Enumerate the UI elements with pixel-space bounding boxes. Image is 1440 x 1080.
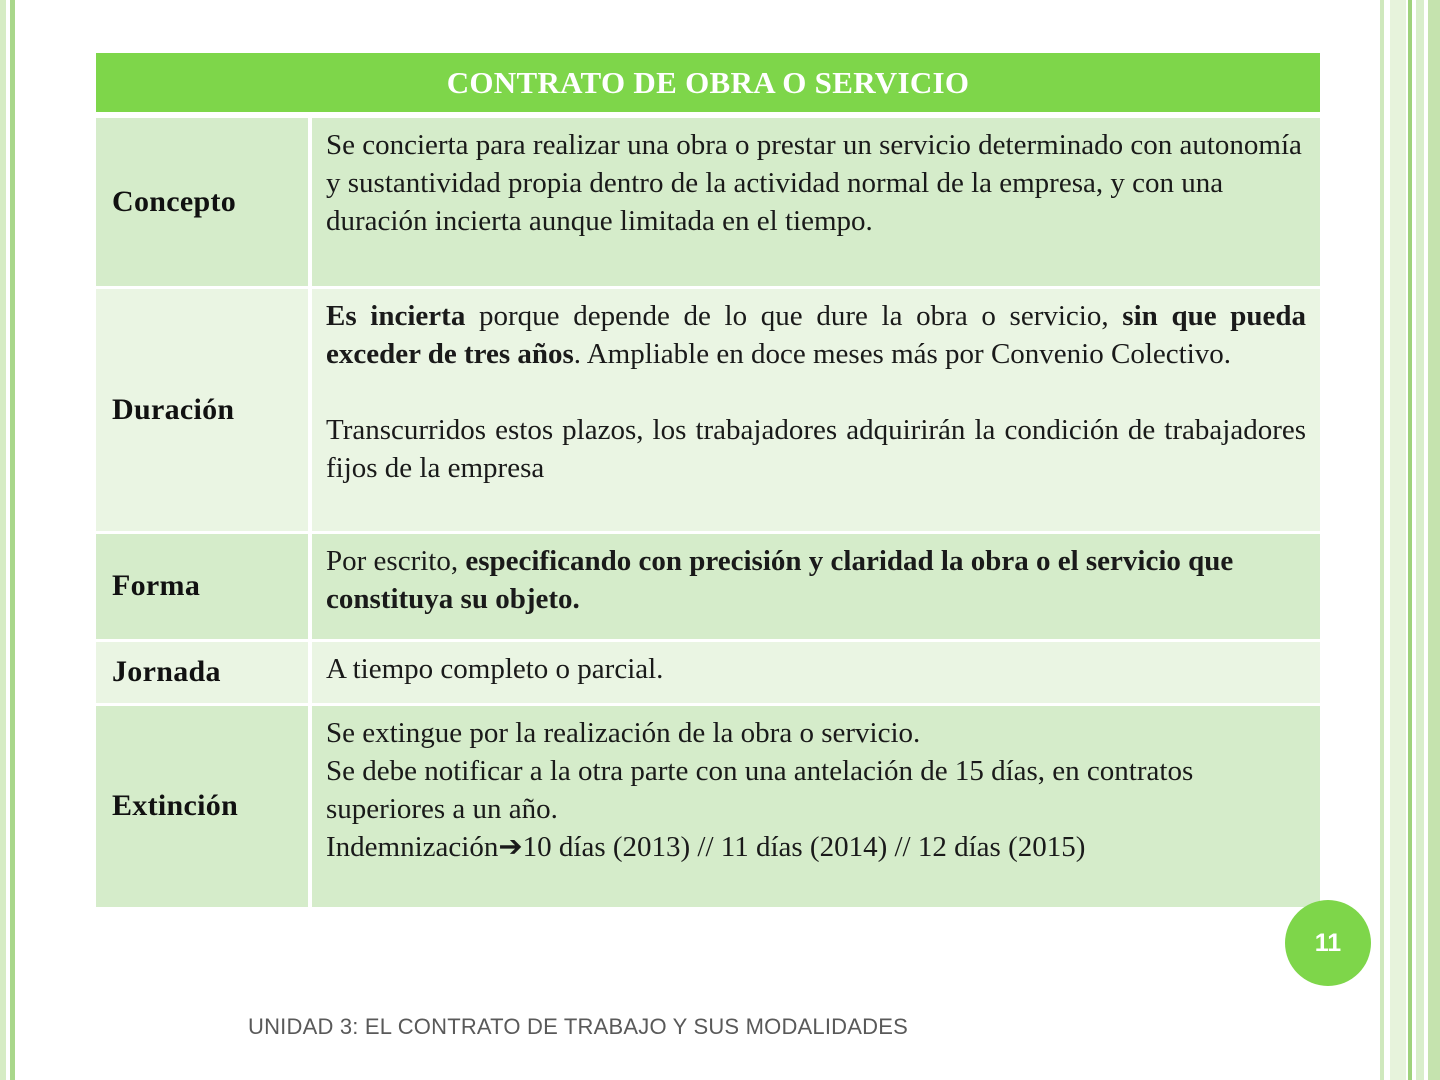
duracion-text-2: . Ampliable en doce meses más por Convenio Colectivo.	[573, 337, 1231, 370]
left-decorative-stripe-inner	[10, 0, 15, 1080]
row-description	[310, 115, 1320, 287]
row-label: Forma	[96, 532, 310, 640]
table-header-row	[96, 53, 1320, 115]
duracion-paragraph-1	[326, 297, 1306, 373]
left-decorative-stripe	[0, 0, 6, 1080]
table-title: CONTRATO DE OBRA O SERVICIO	[96, 53, 1320, 115]
indemnizacion-label: Indemnización	[326, 830, 499, 863]
concepto-text: Se concierta para realizar una obra o prestar un servicio determinado con autonomía y sustantividad propia dentro de la actividad normal de la empresa, y con una duración incierta aunque limitada en el tiempo.	[326, 129, 1302, 237]
duracion-bold-1: Es incierta	[326, 299, 466, 332]
slide-footer: UNIDAD 3: EL CONTRATO DE TRABAJO Y SUS MODALIDADES	[248, 1014, 908, 1039]
table-row-duracion	[96, 287, 1320, 532]
table-row-forma	[96, 532, 1320, 640]
paragraph-spacer	[326, 373, 1306, 411]
duracion-bold-2: sin que pueda exceder de tres años	[326, 299, 1307, 370]
extincion-line-3	[326, 828, 1306, 866]
right-stripe	[1408, 0, 1412, 1080]
duracion-text-1: porque depende de lo que dure la obra o servicio,	[465, 299, 1123, 332]
duracion-paragraph-2: Transcurridos estos plazos, los trabajadores adquirirán la condición de trabajadores fijos de la empresa	[326, 413, 1307, 484]
row-description	[310, 532, 1320, 640]
right-decorative-stripes	[1380, 0, 1440, 1080]
forma-paragraph	[326, 542, 1306, 618]
arrow-icon: ➔	[498, 830, 523, 863]
contract-table	[96, 53, 1320, 910]
table-row-concepto	[96, 115, 1320, 287]
row-description	[310, 640, 1320, 704]
row-label: Duración	[96, 287, 310, 532]
row-description	[310, 704, 1320, 908]
row-label: Extinción	[96, 704, 310, 908]
right-stripe	[1390, 0, 1406, 1080]
extincion-line-1: Se extingue por la realización de la obra o servicio.	[326, 716, 921, 749]
right-stripe	[1380, 0, 1384, 1080]
forma-bold: especificando con precisión y claridad la obra o el servicio que constituya su objeto.	[326, 544, 1234, 615]
row-description	[310, 287, 1320, 532]
right-stripe	[1428, 0, 1440, 1080]
page-number-badge: 11	[1285, 900, 1371, 986]
table-row-jornada	[96, 640, 1320, 704]
table-row-extincion	[96, 704, 1320, 908]
jornada-text: A tiempo completo o parcial.	[326, 652, 664, 685]
indemnizacion-values: 10 días (2013) // 11 días (2014) // 12 días (2015)	[522, 830, 1086, 863]
right-stripe	[1416, 0, 1424, 1080]
row-label: Jornada	[96, 640, 310, 704]
forma-text: Por escrito,	[326, 544, 466, 577]
row-label: Concepto	[96, 115, 310, 287]
extincion-line-2: Se debe notificar a la otra parte con una antelación de 15 días, en contratos superiores a un año.	[326, 754, 1194, 825]
